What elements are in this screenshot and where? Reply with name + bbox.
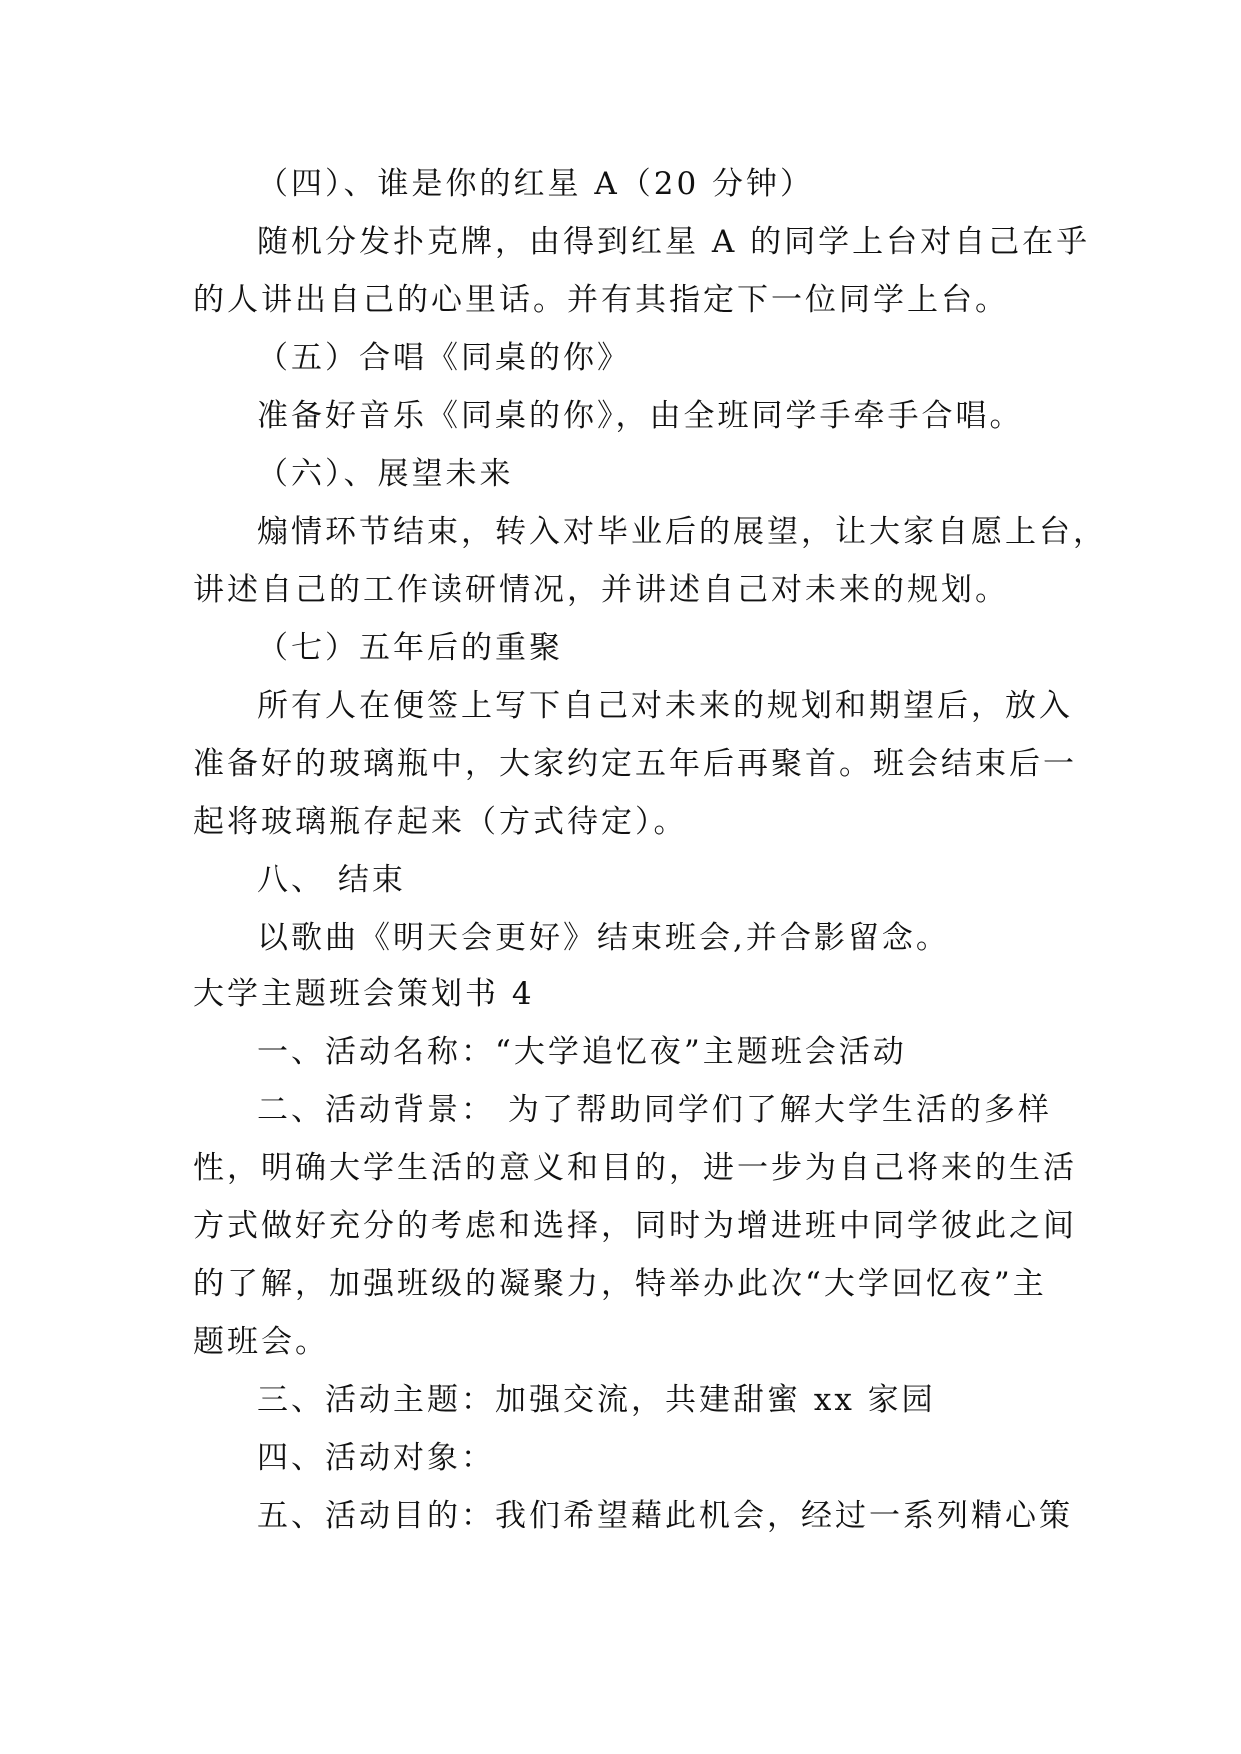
section-heading-8: 八、 结束 [257, 862, 406, 898]
paragraph-line: 的了解，加强班级的凝聚力，特举办此次“大学回忆夜”主 [193, 1266, 1047, 1302]
paragraph-line: 煽情环节结束，转入对毕业后的展望，让大家自愿上台， [257, 514, 1107, 550]
paragraph-line: 起将玻璃瓶存起来（方式待定）。 [193, 804, 688, 840]
document-title: 大学主题班会策划书 4 [193, 976, 535, 1012]
paragraph-line: 准备好的玻璃瓶中，大家约定五年后再聚首。班会结束后一 [193, 746, 1077, 782]
paragraph-line: 的人讲出自己的心里话。并有其指定下一位同学上台。 [193, 282, 1009, 318]
section-heading-4: （四）、谁是你的红星 A（20 分钟） [257, 166, 815, 202]
section-heading-5: （五）合唱《同桌的你》 [257, 340, 631, 376]
activity-name: 一、活动名称：“大学追忆夜”主题班会活动 [257, 1034, 907, 1070]
paragraph-line: 性，明确大学生活的意义和目的，进一步为自己将来的生活 [193, 1150, 1077, 1186]
activity-background: 二、活动背景： 为了帮助同学们了解大学生活的多样 [257, 1092, 1052, 1128]
paragraph-line: 讲述自己的工作读研情况，并讲述自己对未来的规划。 [193, 572, 1009, 608]
activity-purpose: 五、活动目的：我们希望藉此机会，经过一系列精心策 [257, 1498, 1073, 1534]
paragraph-line: 所有人在便签上写下自己对未来的规划和期望后，放入 [257, 688, 1073, 724]
activity-theme: 三、活动主题：加强交流，共建甜蜜 xx 家园 [257, 1382, 936, 1418]
activity-audience: 四、活动对象： [257, 1440, 495, 1476]
paragraph-line: 准备好音乐《同桌的你》，由全班同学手牵手合唱。 [257, 398, 1024, 434]
paragraph-line: 随机分发扑克牌，由得到红星 A 的同学上台对自己在乎 [257, 224, 1091, 260]
section-heading-6: （六）、展望未来 [257, 456, 514, 492]
paragraph-line: 题班会。 [193, 1324, 329, 1360]
paragraph-line: 以歌曲《明天会更好》结束班会,并合影留念。 [257, 920, 950, 956]
paragraph-line: 方式做好充分的考虑和选择，同时为增进班中同学彼此之间 [193, 1208, 1077, 1244]
section-heading-7: （七）五年后的重聚 [257, 630, 563, 666]
